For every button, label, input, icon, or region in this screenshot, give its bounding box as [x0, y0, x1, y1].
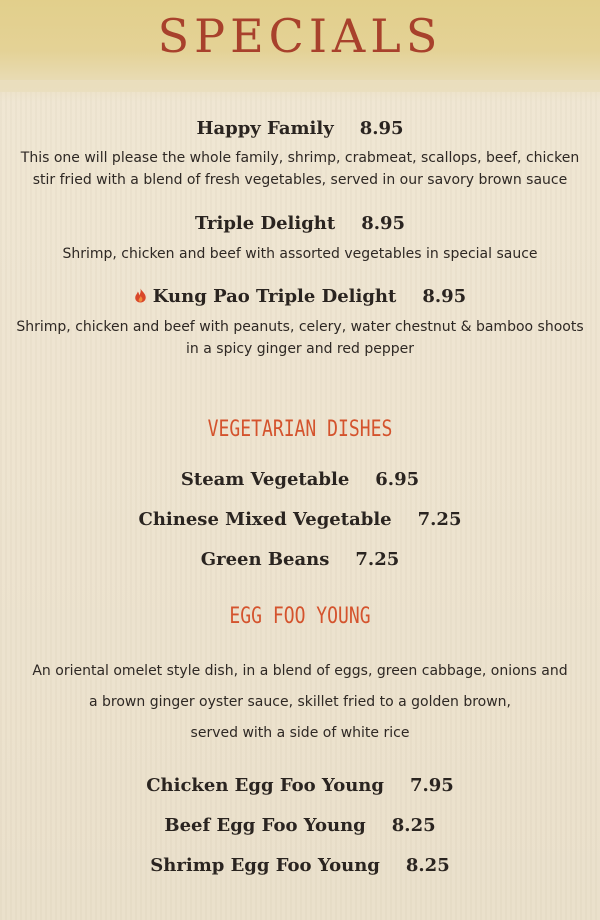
- section-description: [10, 656, 590, 749]
- menu-item-steam-vegetable: [0, 468, 600, 492]
- section-title-vegetarian: VEGETARIAN DISHES: [207, 417, 393, 442]
- description-line: in a spicy ginger and red pepper: [186, 341, 414, 357]
- item-name: Shrimp Egg Foo Young: [150, 855, 380, 876]
- description-line: served with a side of white rice: [190, 725, 410, 741]
- description-line: Shrimp, chicken and beef with peanuts, celery, water chestnut & bamboo shoots: [16, 319, 584, 335]
- item-price: 7.25: [355, 549, 400, 570]
- menu-item-kung-pao-triple-delight: [0, 285, 600, 309]
- item-name: Green Beans: [200, 549, 330, 570]
- header-fade: [0, 80, 600, 102]
- description-line: Shrimp, chicken and beef with assorted vegetables in special sauce: [62, 246, 538, 262]
- item-description: [10, 316, 590, 360]
- menu-item-green-beans: [0, 548, 600, 572]
- menu-item-triple-delight: [0, 212, 600, 236]
- menu-item-shrimp-egg-foo-young: [0, 854, 600, 878]
- item-price: 7.95: [409, 775, 454, 796]
- description-line: An oriental omelet style dish, in a blend of eggs, green cabbage, onions and: [32, 663, 568, 679]
- menu-item-happy-family: [0, 117, 600, 141]
- menu-item-chicken-egg-foo-young: [0, 774, 600, 798]
- item-price: 8.95: [361, 213, 406, 234]
- item-name: Kung Pao Triple Delight: [152, 286, 397, 307]
- menu-item-beef-egg-foo-young: [0, 814, 600, 838]
- item-description: [10, 243, 590, 265]
- item-name: Triple Delight: [194, 213, 336, 234]
- menu-item-chinese-mixed-vegetable: [0, 508, 600, 532]
- item-name: Chicken Egg Foo Young: [146, 775, 384, 796]
- item-description: [10, 147, 590, 191]
- item-name: Chinese Mixed Vegetable: [138, 509, 392, 530]
- description-line: stir fried with a blend of fresh vegetables, served in our savory brown sauce: [32, 172, 568, 188]
- item-price: 8.25: [405, 855, 450, 876]
- item-name: Beef Egg Foo Young: [164, 815, 366, 836]
- item-price: 8.95: [422, 286, 467, 307]
- page-title: SPECIALS: [157, 9, 443, 63]
- description-line: a brown ginger oyster sauce, skillet fried to a golden brown,: [89, 694, 511, 710]
- item-price: 8.95: [359, 118, 404, 139]
- item-name: Steam Vegetable: [180, 469, 350, 490]
- item-price: 8.25: [391, 815, 436, 836]
- section-title-egg-foo-young: EGG FOO YOUNG: [229, 604, 371, 629]
- item-name: Happy Family: [196, 118, 334, 139]
- item-price: 7.25: [417, 509, 462, 530]
- flame-icon: [134, 288, 147, 303]
- description-line: This one will please the whole family, shrimp, crabmeat, scallops, beef, chicken: [20, 150, 580, 166]
- item-price: 6.95: [375, 469, 420, 490]
